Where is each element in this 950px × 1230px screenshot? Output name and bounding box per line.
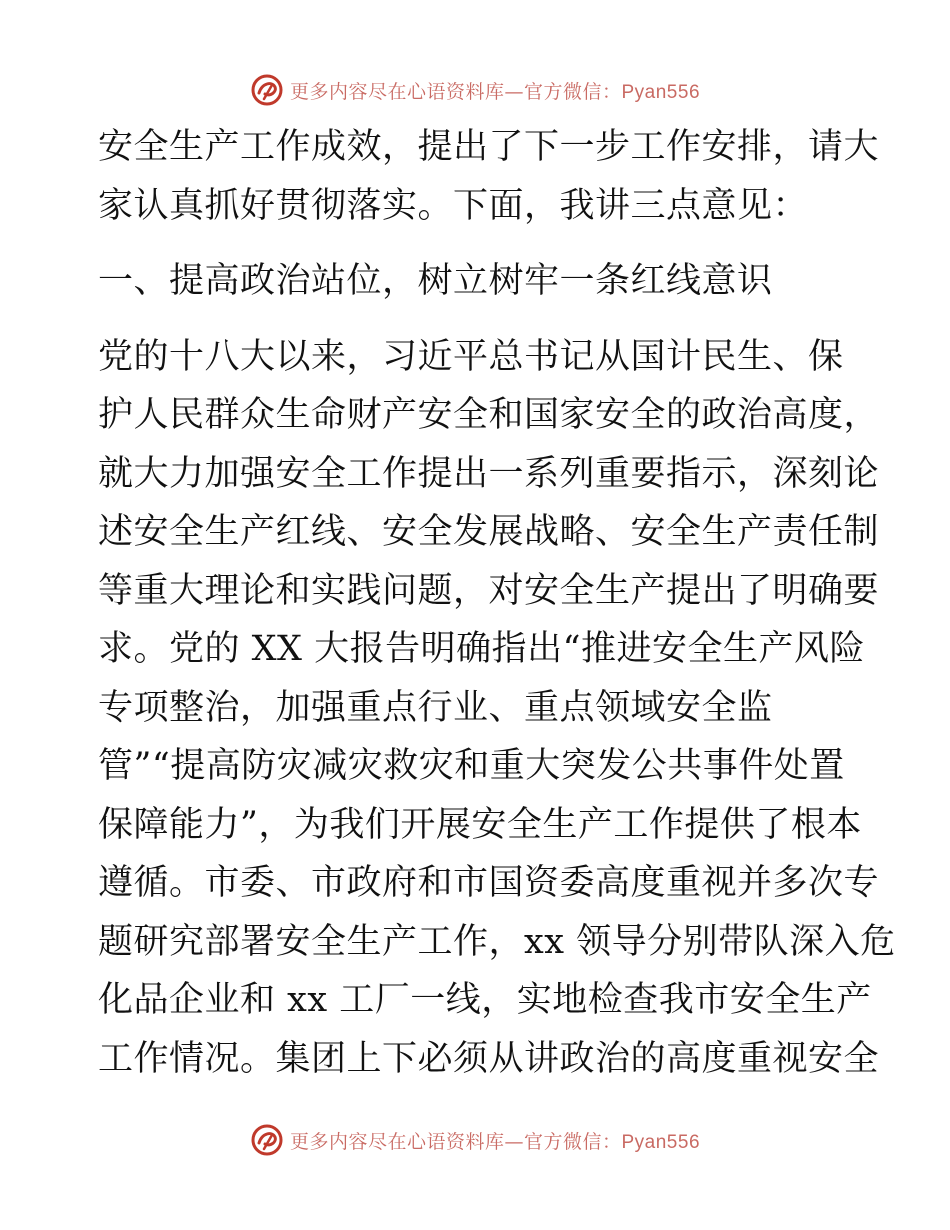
paragraph-line: 就大力加强安全工作提出一系列重要指示，深刻论 xyxy=(98,453,880,494)
intro-line: 安全生产工作成效，提出了下一步工作安排，请大 xyxy=(98,127,880,167)
paragraph-line: 等重大理论和实践问题，对安全生产提出了明确要 xyxy=(98,570,880,611)
paragraph-line: 管”“提高防灾减灾救灾和重大突发公共事件处置 xyxy=(98,746,845,786)
paragraph-line: 专项整治，加强重点行业、重点领域安全监 xyxy=(98,687,773,728)
footer-watermark-label: 更多内容尽在心语资料库—官方微信： xyxy=(289,1130,622,1153)
section-heading: 一、提高政治站位，树立树牢一条红线意识 xyxy=(98,261,773,301)
footer-watermark-contact: Pyan556 xyxy=(621,1131,701,1153)
footer-watermark-text xyxy=(290,1127,700,1154)
header-watermark-label: 更多内容尽在心语资料库—官方微信： xyxy=(289,80,622,103)
paragraph-line: 求。党的 XX 大报告明确指出“推进安全生产风险 xyxy=(98,629,865,669)
header-watermark-text xyxy=(290,77,700,104)
red-swirl-logo-icon xyxy=(250,1123,284,1157)
paragraph-line: 述安全生产红线、安全发展战略、安全生产责任制 xyxy=(98,512,880,552)
paragraph-line: 工作情况。集团上下必须从讲政治的高度重视安全 xyxy=(98,1038,880,1079)
intro-line: 家认真抓好贯彻落实。下面，我讲三点意见： xyxy=(98,185,809,226)
paragraph-line: 遵循。市委、市政府和市国资委高度重视并多次专 xyxy=(98,863,880,903)
header-watermark-banner xyxy=(0,70,950,110)
footer-watermark-banner xyxy=(0,1120,950,1160)
paragraph-line: 题研究部署安全生产工作，xx 领导分别带队深入危 xyxy=(98,921,896,962)
header-watermark-contact: Pyan556 xyxy=(621,81,701,103)
paragraph-line: 护人民群众生命财产安全和国家安全的政治高度， xyxy=(98,395,880,435)
paragraph-line: 党的十八大以来，习近平总书记从国计民生、保 xyxy=(98,336,844,377)
paragraph-line: 保障能力”，为我们开展安全生产工作提供了根本 xyxy=(98,804,862,845)
red-swirl-logo-icon xyxy=(250,73,284,107)
paragraph-line: 化品企业和 xx 工厂一线，实地检查我市安全生产 xyxy=(98,980,872,1020)
document-body xyxy=(98,118,896,1088)
